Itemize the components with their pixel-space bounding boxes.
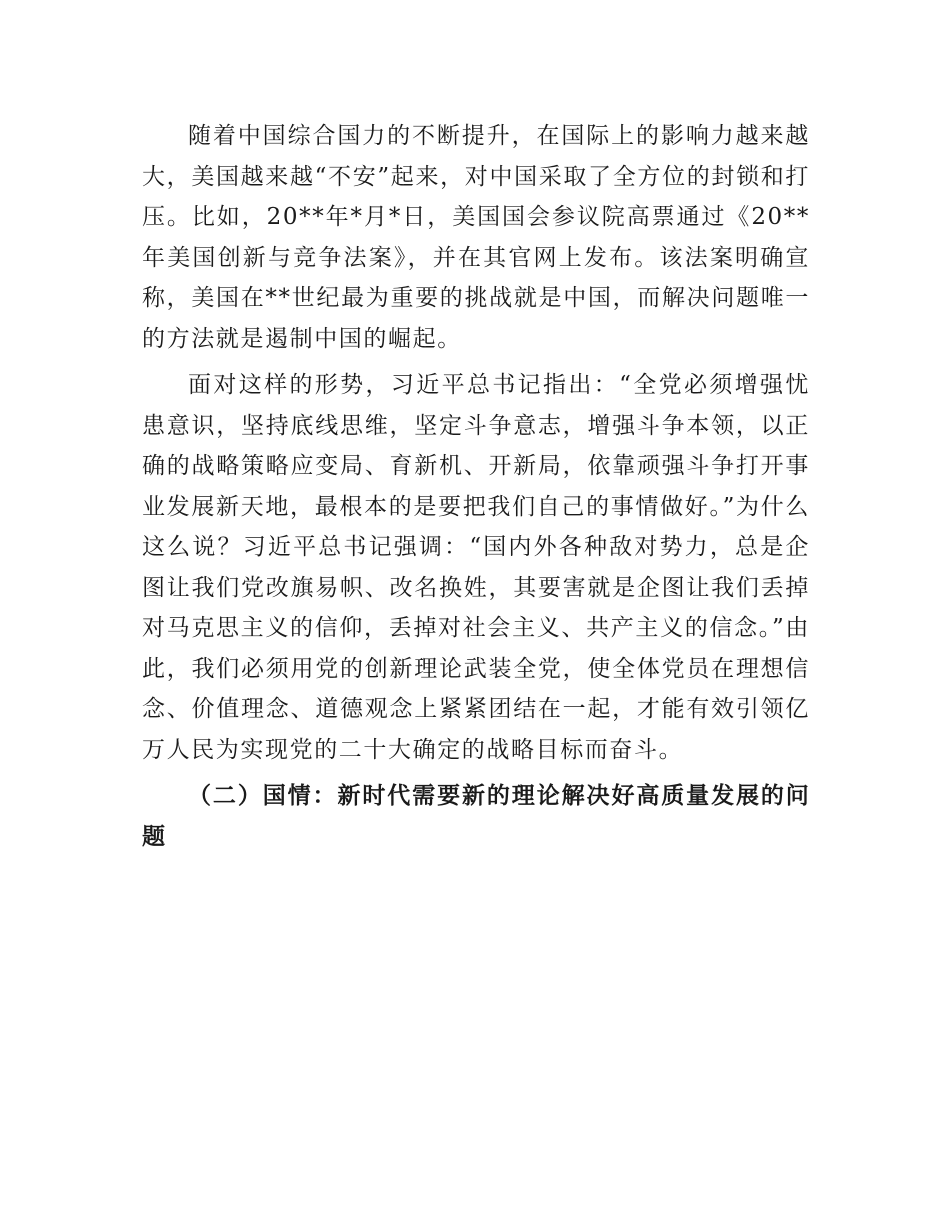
document-body [142,116,810,863]
section-heading: （二）国情：新时代需要新的理论解决好高质量发展的问题 [142,783,810,850]
body-paragraph-1: 随着中国综合国力的不断提升，在国际上的影响力越来越大，美国越来越“不安”起来，对中国采取了全方位的封锁和打压。比如，20**年*月*日，美国国会参议院高票通过《20**年美国创新与竞争法案》，并在其官网上发布。该法案明确宣称，美国在**世纪最为重要的挑战就是中国，而解决问题唯一的方法就是遏制中国的崛起。 [142,123,810,352]
body-paragraph-2: 面对这样的形势，习近平总书记指出：“全党必须增强忧患意识，坚持底线思维，坚定斗争意志，增强斗争本领，以正确的战略策略应变局、育新机、开新局，依靠顽强斗争打开事业发展新天地，最根本的是要把我们自己的事情做好。”为什么这么说？习近平总书记强调：“国内外各种敌对势力，总是企图让我们党改旗易帜、改名换姓，其要害就是企图让我们丢掉对马克思主义的信仰，丢掉对社会主义、共产主义的信念。”由此，我们必须用党的创新理论武装全党，使全体党员在理想信念、价值理念、道德观念上紧紧团结在一起，才能有效引领亿万人民为实现党的二十大确定的战略目标而奋斗。 [142,372,810,763]
